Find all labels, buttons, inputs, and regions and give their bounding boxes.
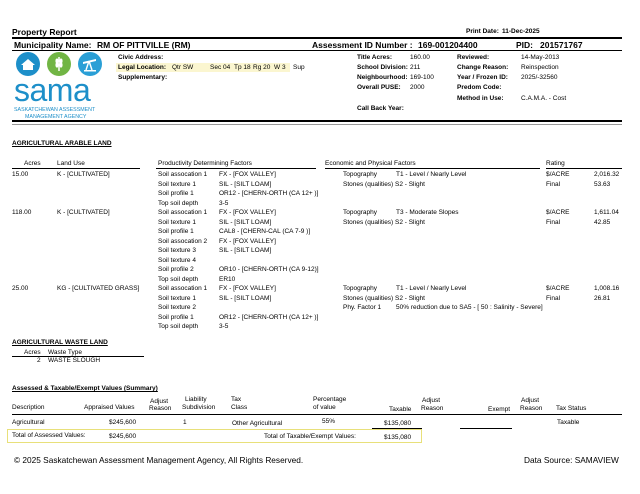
- total-assessed-label: Total of Assessed Values:: [12, 432, 86, 439]
- econ-factor-value: S2 - Slight: [395, 180, 425, 188]
- econ-factor-label: Stones (qualities): [343, 294, 394, 302]
- econ-factor-label: Stones (qualities): [343, 218, 394, 226]
- summary-col-subdivision: Subdivision: [182, 404, 216, 411]
- reviewed-label: Reviewed:: [457, 54, 490, 61]
- econ-factor-label: Phy. Factor 1: [343, 304, 382, 311]
- factor-value: SIL - [SILT LOAM]: [219, 247, 272, 254]
- factor-label: Soil assocation 1: [158, 171, 208, 178]
- factor-value: FX - [FOX VALLEY]: [219, 285, 276, 292]
- econ-factor-value: T3 - Moderate Slopes: [396, 209, 459, 216]
- econ-factor-value: T1 - Level / Nearly Level: [396, 285, 467, 292]
- title-acres: 160.00: [410, 54, 430, 61]
- econ-factor-label: Topography: [343, 209, 377, 216]
- rating-unit: $/ACRE: [546, 171, 570, 178]
- factor-label: Top soil depth: [158, 275, 199, 283]
- neighbourhood: 169-100: [410, 74, 434, 81]
- arable-row-acres: 15.00: [12, 171, 29, 178]
- factor-label: Soil profile 1: [158, 313, 194, 321]
- summary-col-adjust-1: Adjust: [150, 398, 169, 405]
- rating-final-value: 42.85: [594, 218, 611, 226]
- logo-tagline-1: SASKATCHEWAN ASSESSMENT: [14, 107, 96, 113]
- factor-label: Soil assocation 2: [158, 237, 208, 245]
- school-division-label: School Division:: [357, 64, 408, 71]
- econ-factor-label: Topography: [343, 171, 377, 178]
- rating-final-value: 26.81: [594, 294, 611, 302]
- total-assessed-value: $245,600: [109, 433, 137, 440]
- total-taxable-label: Total of Taxable/Exempt Values:: [264, 433, 356, 440]
- factor-label: Top soil depth: [158, 199, 199, 207]
- year-frozen-label: Year / Frozen ID:: [457, 74, 508, 81]
- arable-col-land-use: Land Use: [57, 160, 85, 167]
- sama-logo: [14, 52, 110, 122]
- legal-qtr: Qtr SW: [172, 64, 194, 71]
- logo-tagline-2: MANAGEMENT AGENCY: [25, 114, 87, 120]
- summary-col-class: Class: [231, 404, 248, 411]
- rating-final-label: Final: [546, 218, 561, 226]
- econ-factor-value: S2 - Slight: [395, 218, 425, 226]
- factor-value: OR12 - [CHERN-ORTH (CA 12+ )]: [219, 313, 319, 321]
- factor-value: CAL8 - [CHERN-CAL (CA 7-9 )]: [219, 228, 311, 235]
- arable-col-productivity: Productivity Determining Factors: [158, 160, 252, 167]
- econ-factor-value: S2 - Slight: [395, 294, 425, 302]
- assessment-id: 169-001204400: [418, 40, 478, 50]
- arable-col-economic: Economic and Physical Factors: [325, 160, 416, 167]
- rating-value: 2,016.32: [594, 171, 620, 178]
- summary-col-appraised: Appraised Values: [84, 404, 135, 411]
- factor-label: Soil texture 4: [158, 256, 196, 264]
- total-taxable-value: $135,080: [384, 434, 412, 441]
- waste-land-heading: AGRICULTURAL WASTE LAND: [12, 339, 108, 346]
- municipality-label: Municipality Name:: [14, 40, 92, 50]
- summary-col-liability: Liability: [185, 396, 207, 403]
- arable-row-land-use: KG - [CULTIVATED GRASS]: [57, 285, 140, 292]
- summary-row-tax-status: Taxable: [557, 419, 580, 426]
- legal-rg: Rg 20: [253, 64, 271, 71]
- summary-col-percentage: Percentage: [313, 396, 347, 403]
- change-reason: Reinspection: [521, 64, 559, 71]
- summary-row-taxable: $135,080: [384, 420, 412, 427]
- arable-land-heading: AGRICULTURAL ARABLE LAND: [12, 140, 112, 147]
- waste-col-type: Waste Type: [48, 349, 82, 356]
- arable-row-acres: 25.00: [12, 285, 29, 292]
- factor-label: Soil texture 1: [158, 294, 196, 302]
- footer-copyright: © 2025 Saskatchewan Assessment Management Agency, All Rights Reserved.: [14, 455, 304, 465]
- rating-unit: $/ACRE: [546, 209, 570, 216]
- factor-value: FX - [FOX VALLEY]: [219, 171, 276, 178]
- factor-label: Soil profile 2: [158, 266, 194, 273]
- summary-heading: Assessed & Taxable/Exempt Values (Summary): [12, 385, 158, 392]
- econ-factor-value: T1 - Level / Nearly Level: [396, 171, 467, 178]
- factor-value: ER10: [219, 275, 236, 283]
- summary-col-reason-2: Reason: [421, 405, 444, 412]
- pid: 201571767: [540, 40, 583, 50]
- sama-wordmark: sama: [14, 72, 91, 108]
- summary-col-adjust-3: Adjust: [521, 397, 540, 404]
- rating-unit: $/ACRE: [546, 285, 570, 292]
- footer-data-source: Data Source: SAMAVIEW: [524, 455, 619, 465]
- econ-factor-label: Topography: [343, 285, 377, 292]
- summary-col-tax: Tax: [231, 396, 242, 403]
- change-reason-label: Change Reason:: [457, 64, 509, 71]
- title-acres-label: Title Acres:: [357, 54, 393, 61]
- predom-code-label: Predom Code:: [457, 84, 502, 91]
- waste-col-acres: Acres: [24, 349, 41, 356]
- waste-acres: 2: [37, 357, 41, 364]
- rating-value: 1,611.04: [594, 209, 619, 216]
- factor-value: 3-5: [219, 323, 229, 330]
- factor-label: Soil profile 1: [158, 228, 194, 235]
- arable-row-land-use: K - [CULTIVATED]: [57, 171, 110, 178]
- arable-col-rating: Rating: [546, 160, 565, 167]
- summary-col-of-value: of value: [313, 404, 336, 411]
- econ-factor-value: 50% reduction due to SA5 - [ 50 : Salinity - Severe]: [396, 304, 543, 311]
- factor-label: Soil texture 1: [158, 218, 196, 226]
- summary-col-taxable: Taxable: [389, 406, 412, 413]
- assessment-id-label: Assessment ID Number :: [312, 40, 413, 50]
- arable-col-acres: Acres: [24, 160, 41, 167]
- summary-row-percentage: 55%: [322, 418, 336, 425]
- civic-address-label: Civic Address:: [118, 54, 164, 61]
- factor-label: Soil assocation 1: [158, 209, 208, 216]
- page-title: Property Report: [12, 27, 77, 37]
- summary-row-description: Agricultural: [12, 419, 45, 426]
- factor-value: SIL - [SILT LOAM]: [219, 218, 272, 226]
- summary-col-tax-status: Tax Status: [556, 405, 587, 412]
- arable-row-land-use: K - [CULTIVATED]: [57, 209, 110, 216]
- print-date: 11-Dec-2025: [502, 28, 540, 35]
- summary-col-adjust-2: Adjust: [422, 397, 441, 404]
- summary-row-liability: 1: [183, 419, 187, 426]
- factor-label: Soil texture 3: [158, 247, 196, 254]
- year-frozen: 2025/-32560: [521, 74, 558, 81]
- overall-puse-label: Overall PUSE:: [357, 84, 401, 91]
- factor-label: Soil assocation 1: [158, 285, 208, 292]
- supplementary-label: Supplementary:: [118, 74, 168, 81]
- method-in-use-label: Method in Use:: [457, 95, 504, 102]
- summary-row-class: Other Agricultural: [232, 420, 283, 427]
- factor-value: SIL - [SILT LOAM]: [219, 294, 272, 302]
- call-back-year-label: Call Back Year:: [357, 105, 404, 112]
- factor-value: 3-5: [219, 199, 229, 207]
- summary-col-reason-1: Reason: [149, 405, 172, 412]
- rating-final-label: Final: [546, 294, 561, 302]
- neighbourhood-label: Neighbourhood:: [357, 74, 408, 81]
- legal-location-label: Legal Location:: [118, 64, 167, 71]
- pid-label: PID:: [516, 40, 533, 50]
- factor-label: Soil texture 1: [158, 180, 196, 188]
- legal-sup: Sup: [293, 64, 305, 71]
- rating-value: 1,008.16: [594, 285, 620, 292]
- rating-final-value: 53.63: [594, 180, 611, 188]
- legal-tp: Tp 18: [234, 64, 251, 71]
- factor-value: SIL - [SILT LOAM]: [219, 180, 272, 188]
- school-division: 211: [410, 64, 421, 71]
- legal-sec: Sec 04: [210, 64, 231, 71]
- factor-label: Soil texture 2: [158, 304, 196, 311]
- factor-value: FX - [FOX VALLEY]: [219, 237, 276, 245]
- factor-value: OR12 - [CHERN-ORTH (CA 12+ )]: [219, 190, 319, 197]
- summary-row-appraised: $245,600: [109, 419, 137, 426]
- arable-row-acres: 118.00: [12, 209, 32, 216]
- summary-col-reason-3: Reason: [520, 405, 543, 412]
- factor-value: FX - [FOX VALLEY]: [219, 209, 276, 216]
- reviewed: 14-May-2013: [521, 54, 560, 61]
- summary-col-exempt: Exempt: [488, 406, 511, 413]
- factor-label: Top soil depth: [158, 323, 199, 330]
- method-in-use: C.A.M.A. - Cost: [521, 95, 567, 102]
- print-date-label: Print Date:: [466, 28, 499, 35]
- rating-final-label: Final: [546, 180, 561, 188]
- summary-col-description: Description: [12, 404, 45, 411]
- municipality-name: RM OF PITTVILLE (RM): [97, 40, 191, 50]
- legal-w: W 3: [274, 64, 286, 71]
- waste-type: WASTE SLOUGH: [48, 357, 101, 364]
- overall-puse: 2000: [410, 84, 425, 91]
- econ-factor-label: Stones (qualities): [343, 180, 394, 188]
- factor-label: Soil profile 1: [158, 190, 194, 197]
- factor-value: OR10 - [CHERN-ORTH (CA 9-12)]: [219, 266, 319, 273]
